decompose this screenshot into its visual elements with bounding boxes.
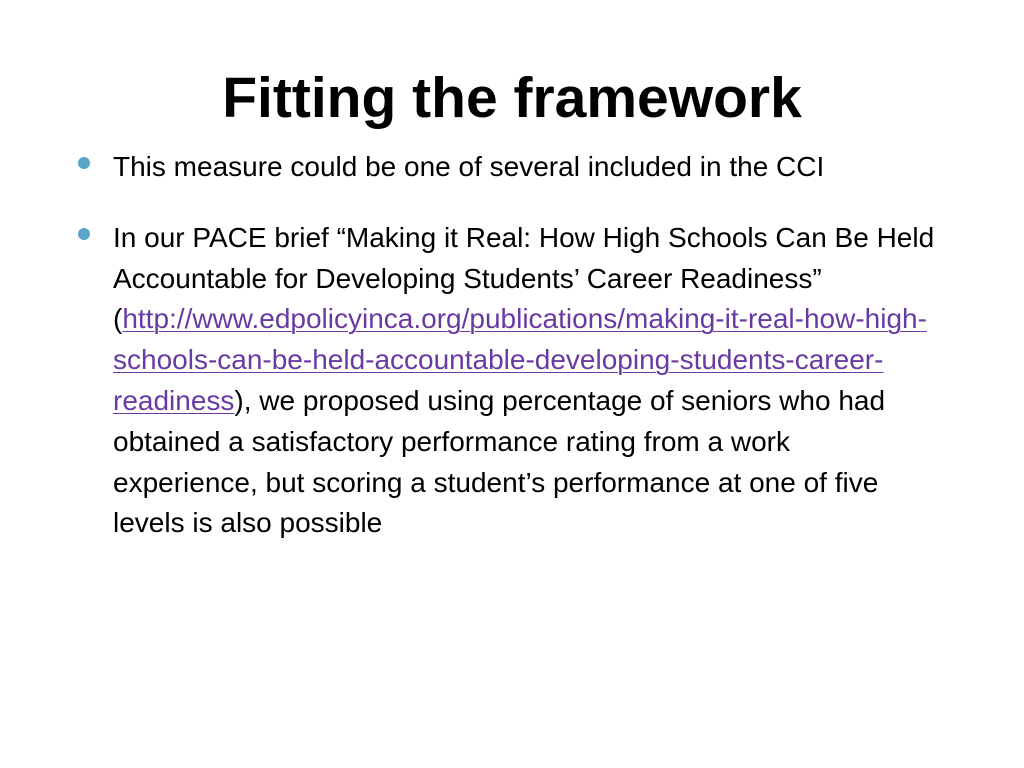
- bullet-item-cci: [76, 147, 936, 188]
- bullet-text: This measure could be one of several included in the CCI: [113, 151, 825, 182]
- bullet-dot-icon: [78, 228, 90, 240]
- bullet-text-before-link: In our PACE brief “Making it Real: How High Schools Can Be Held Accountable for Developing Students’ Career Readiness” (: [113, 221, 935, 335]
- bullet-dot-icon: [78, 157, 90, 169]
- bullet-text-after-link: ), we proposed using percentage of seniors who had obtained a satisfactory performance rating from a work experience, but scoring a student’s performance at one of five levels is also possible: [113, 384, 886, 539]
- bullet-list: [76, 147, 936, 574]
- slide-title: Fitting the framework: [222, 66, 802, 130]
- pace-brief-link[interactable]: http://www.edpolicyinca.org/publications/making-it-real-how-high-schools-can-be-held-accountable-developing-students-career-readiness: [113, 303, 927, 416]
- bullet-item-pace-brief: [76, 218, 936, 544]
